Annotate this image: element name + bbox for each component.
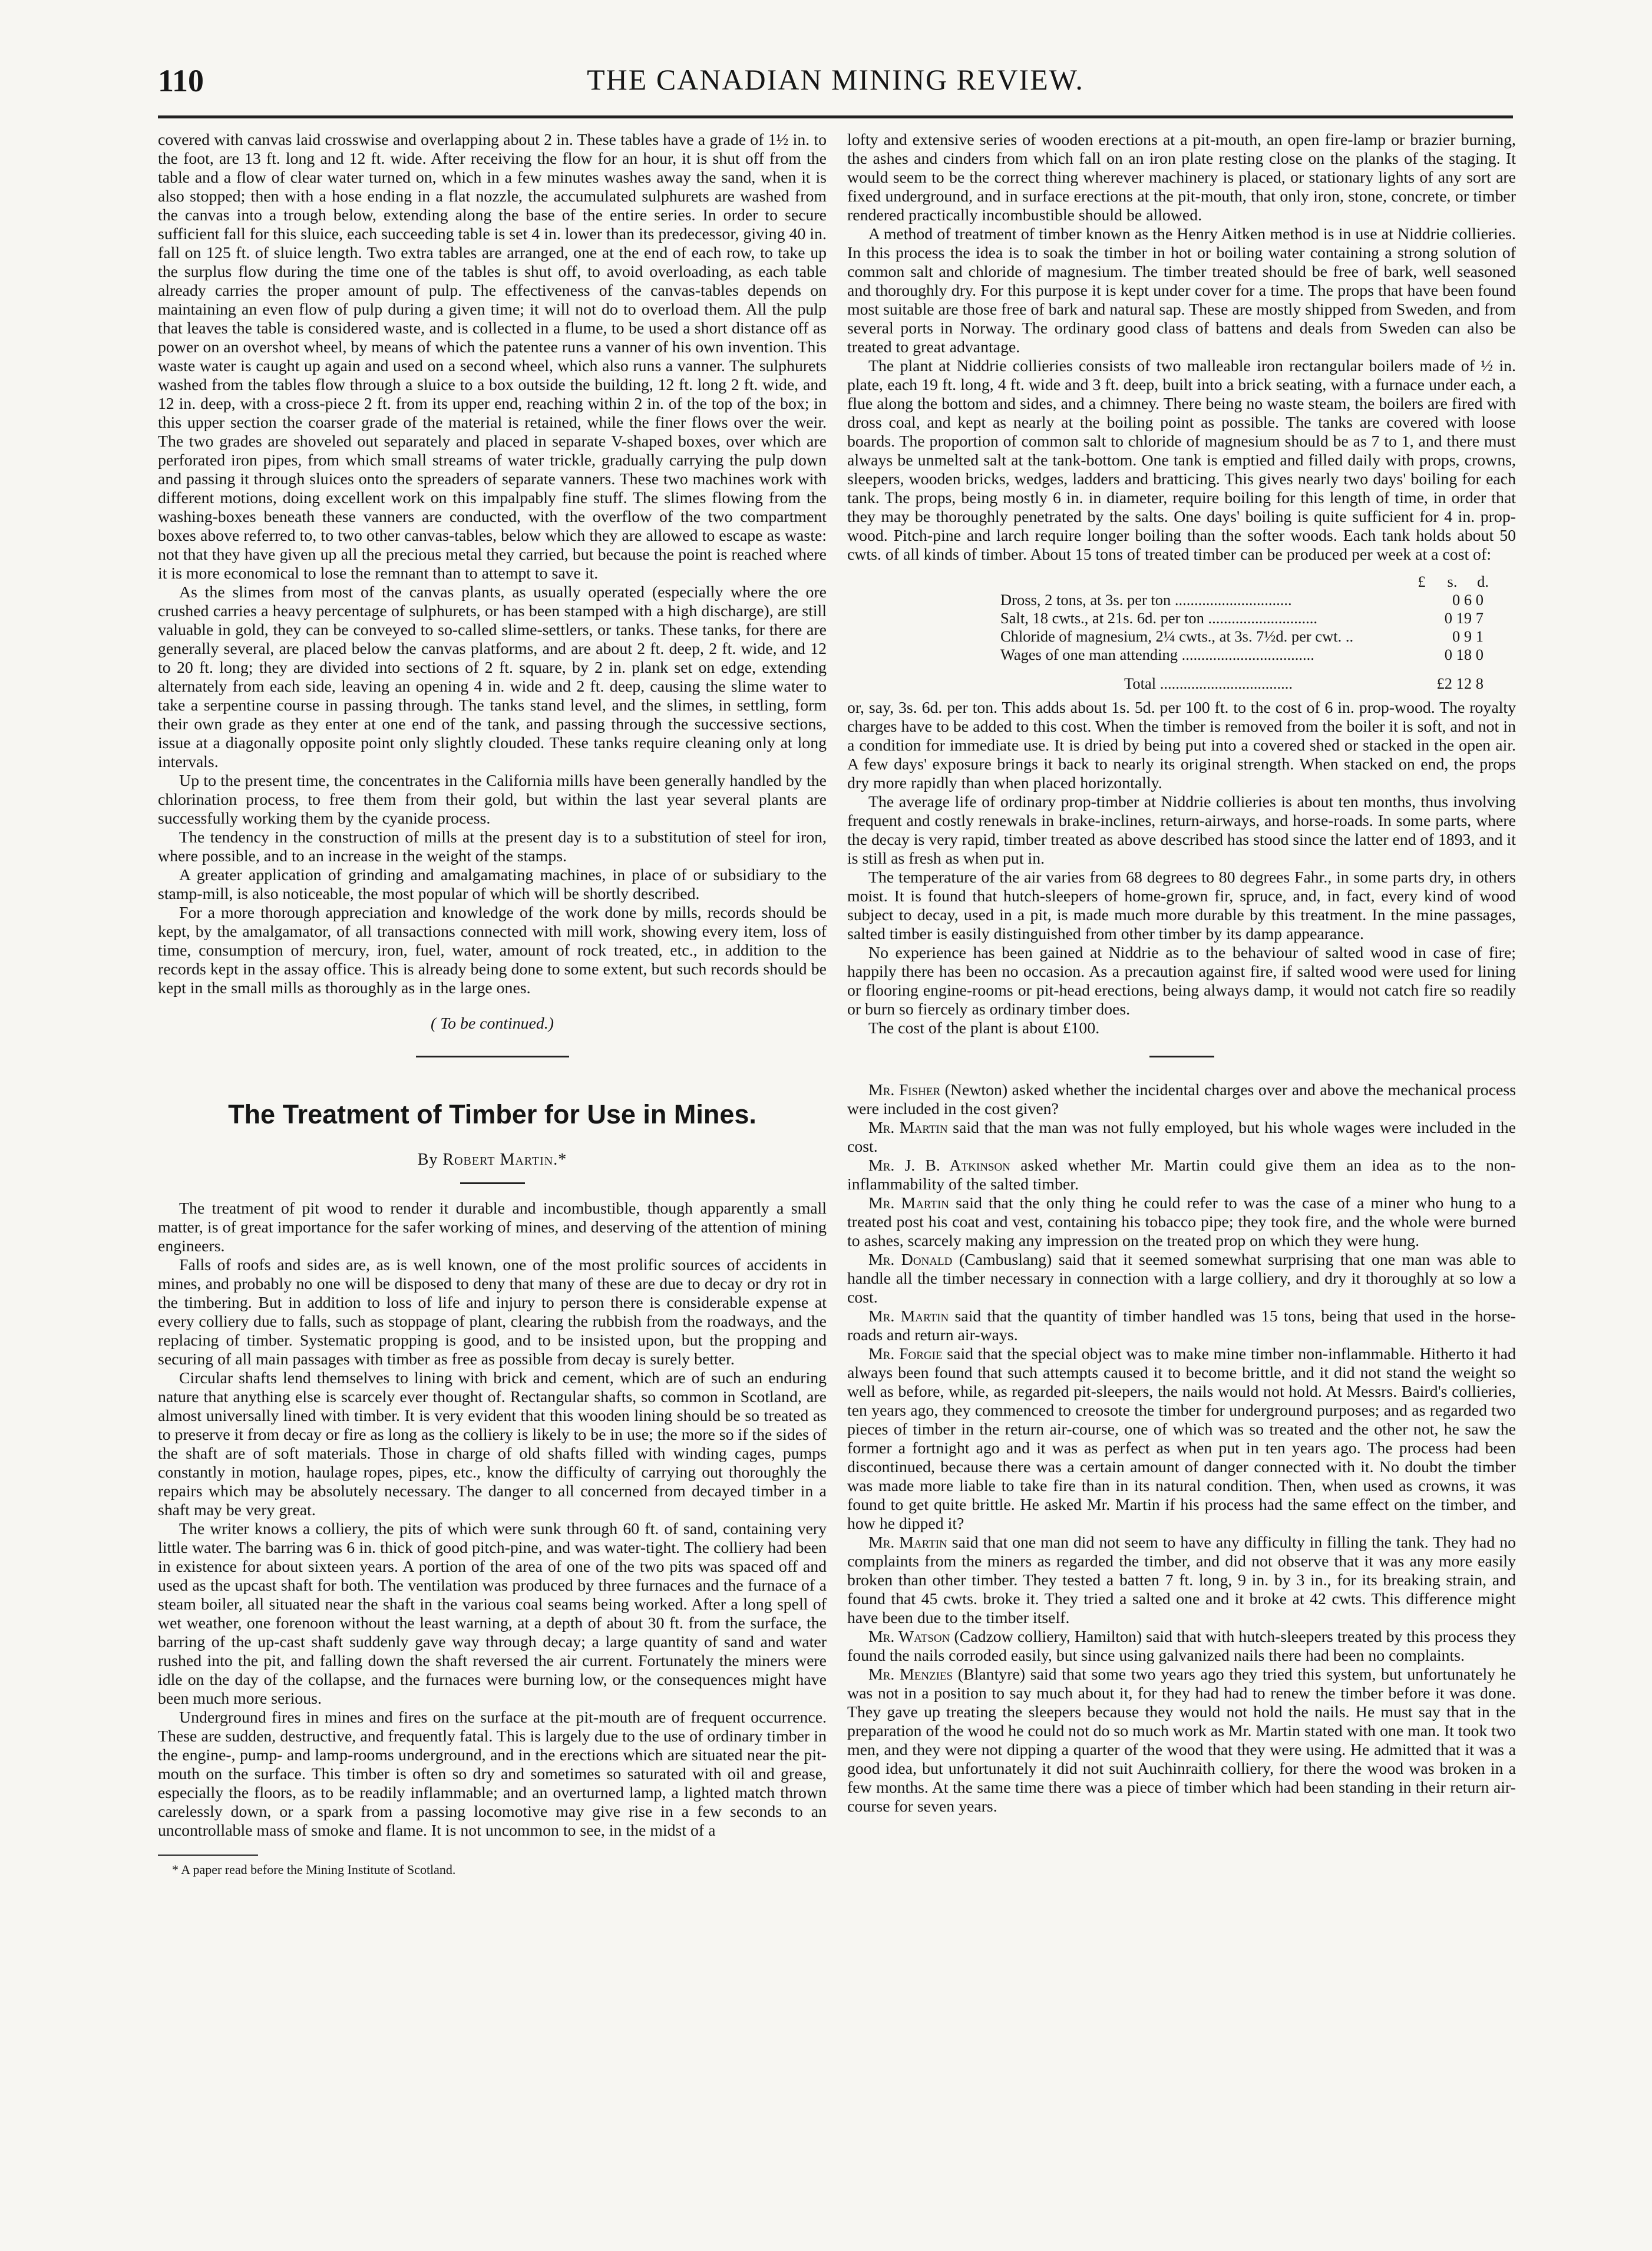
speaker-text: said that the only thing he could refer to was the case of a miner who hung to a treated post his coat and vest, containing his tobacco pipe; they took fire, and the whole were burned to ashes, scarcely making any impression on the treated prop on which they were hung. <box>847 1194 1516 1250</box>
paragraph: The writer knows a colliery, the pits of which were sunk through 60 ft. of sand, containing very little water. The barring was 6 in. thick of good pitch-pine, and was water-tight. The colliery had been in existence for about sixteen years. A portion of the area of one of the two pits was spaced off and used as the upcast shaft for both. The ventilation was produced by three furnaces and the furnace of a steam boiler, all situated near the shaft in the various coal seams being worked. After a long spell of wet weather, one forenoon without the least warning, at a depth of about 30 ft. from the surface, the barring of the up-cast shaft suddenly gave way through decay; a large quantity of sand and water rushed into the pit, and falling down the shaft reversed the air current. Fortunately the miners were idle on the day of the collapse, and the furnaces were burning low, or the consequences might have been much more serious. <box>158 1520 827 1708</box>
speaker-text: said that one man did not seem to have any difficulty in filling the tank. They had no complaints from the miners as regarded the timber, and did not observe that it was any more easily broken than other timber. They tested a batten 7 ft. long, 9 in. by 3 in., for its breaking strain, and found that 45 cwts. broke it. They tried a salted one and it broke at 42 cwts. This difference might have been due to the timber itself. <box>847 1533 1516 1627</box>
speaker-name: Mr. Watson <box>868 1628 950 1646</box>
cost-item: Chloride of magnesium, 2¼ cwts., at 3s. 7½d. per cwt. .. <box>1000 627 1354 645</box>
cost-row <box>1000 627 1516 646</box>
cost-value: 0 18 0 <box>1444 646 1484 663</box>
speaker-name: Mr. Martin <box>868 1194 950 1212</box>
cost-item: Salt, 18 cwts., at 21s. 6d. per ton ............................ <box>1000 609 1318 627</box>
discussion-paragraph <box>847 1345 1516 1533</box>
col-pounds: £ <box>1418 573 1426 590</box>
discussion-paragraph <box>847 1665 1516 1816</box>
cost-value: 0 9 1 <box>1452 627 1484 645</box>
speaker-name: Mr. Donald <box>868 1251 953 1269</box>
cost-item: Wages of one man attending .................................. <box>1000 646 1314 663</box>
byline <box>158 1151 827 1169</box>
discussion-paragraph <box>847 1307 1516 1345</box>
paragraph: A greater application of grinding and amalgamating machines, in place of or subsidiary to the stamp-mill, is also noticeable, the most popular of which will be shortly described. <box>158 866 827 903</box>
cost-row <box>1000 646 1516 664</box>
paragraph: Underground fires in mines and fires on the surface at the pit-mouth are of frequent occurrence. These are sudden, destructive, and frequently fatal. This is largely due to the use of ordinary timber in the engine-, pump- and lamp-rooms underground, and in the erections which are situated near the pit-mouth on the surface. This timber is often so dry and sometimes so saturated with oil and grease, especially the floors, as to be readily inflammable; and an overturned lamp, a lighted match thrown carelessly down, or a spark from a passing locomotive may give rise in a few seconds to an uncontrollable mass of smoke and flame. It is not uncommon to see, in the midst of a <box>158 1708 827 1840</box>
discussion-paragraph <box>847 1156 1516 1194</box>
discussion-paragraph <box>847 1081 1516 1119</box>
cost-table-header <box>1000 573 1516 591</box>
paragraph: Up to the present time, the concentrates in the California mills have been generally handled by the chlorination process, to free them from their gold, but within the last year several plants are successfully working them by the cyanide process. <box>158 772 827 828</box>
cost-item: Dross, 2 tons, at 3s. per ton .............................. <box>1000 591 1292 609</box>
speaker-name: Mr. Martin <box>868 1307 949 1326</box>
journal-title: THE CANADIAN MINING REVIEW. <box>587 63 1084 96</box>
footnote: * A paper read before the Mining Institute of Scotland. <box>172 1862 456 1877</box>
paragraph: As the slimes from most of the canvas plants, as usually operated (especially where the ore crushed carries a heavy percentage of sulphurets, or has been stamped with a high discharge), are still valuable in gold, they can be conveyed to so-called slime-settlers, or tanks. These tanks, for there are generally several, are placed below the canvas platforms, and are about 2 ft. deep, 2 ft. wide, and 12 to 20 ft. long; they are divided into sections of 2 ft. square, by 2 in. plank set on edge, extending alternately from each side, leaving an opening 4 in. wide and 2 ft. deep, causing the slime water to take a serpentine course in passing through. The tanks stand level, and the slimes, in settling, form their own grade as they enter at one end of the tank, and passing through the successive sections, issue at a diagonally opposite point only slightly clouded. These tanks require cleaning only at long intervals. <box>158 583 827 771</box>
paragraph: covered with canvas laid crosswise and overlapping about 2 in. These tables have a grade of 1½ in. to the foot, are 13 ft. long and 12 ft. wide. After receiving the flow for an hour, it is shut off from the table and a flow of clear water turned on, which in a few minutes washes away the sand, when it is also stopped; then with a hose ending in a flat nozzle, the accumulated sulphurets are washed from the canvas into a trough below, extending along the base of the entire series. In order to secure sufficient fall for this sluice, each succeeding table is set 4 in. lower than its predecessor, giving 40 in. fall on 125 ft. of sluice length. Two extra tables are arranged, one at the end of each row, to take up the surplus flow during the time one of the tables is shut off, to avoid overloading, as each table already carries the proper amount of pulp. The effectiveness of the canvas-tables depends on maintaining an even flow of pulp during a given time; it will not do to overload them. All the pulp that leaves the table is considered waste, and is collected in a flume, to be used a short distance off as power on an overshot wheel, by means of which the patentee runs a vanner of his own invention. This waste water is caught up again and used on a second wheel, which also runs a vanner. The sulphurets washed from the tables flow through a sluice to a box outside the building, 12 ft. long 2 ft. wide, and 12 in. deep, with a cross-piece 2 ft. from its upper end, reaching within 2 in. of the top of the box; in this upper section the coarser grade of the material is retained, while the finer flows over the weir. The two grades are shoveled out separately and placed in separate V-shaped boxes, over which are perforated iron pipes, from which small streams of water trickle, gradually carrying the pulp down and passing it through sluices onto the spreaders of separate vanners. These two machines work with different motions, doing excellent work on this impalpably fine stuff. The slimes flowing from the washing-boxes beneath these vanners are conducted, with the overflow of the two compartment boxes above referred to, to two other canvas-tables, below which they are allowed to escape as waste: not that they have given up all the precious metal they carried, but because the point is reached where it is more economical to lose the remnant than to attempt to save it. <box>158 131 827 583</box>
speaker-text: said that the quantity of timber handled was 15 tons, being that used in the horse-roads and return air-ways. <box>847 1307 1516 1344</box>
paragraph: The temperature of the air varies from 68 degrees to 80 degrees Fahr., in some parts dry, in others moist. It is found that hutch-sleepers of home-grown fir, spruce, and, in fact, every kind of wood subject to decay, used in a pit, is made much more durable by this treatment. In the mine passages, salted timber is easily distinguished from other timber by its damp appearance. <box>847 868 1516 943</box>
col-shillings: s. <box>1447 573 1458 590</box>
speaker-name: Mr. Forgie <box>868 1345 943 1363</box>
page-header <box>158 59 1513 106</box>
cost-row <box>1000 591 1516 609</box>
speaker-name: Mr. Fisher <box>868 1081 941 1099</box>
section-divider <box>416 1056 569 1057</box>
paragraph: Falls of roofs and sides are, as is well known, one of the most prolific sources of accidents in mines, and probably no one will be disposed to deny that many of these are due to decay or dry rot in the timbering. But in addition to loss of life and injury to person there is considerable expense at every colliery due to falls, such as stoppage of plant, clearing the rubbish from the roadways, and the replacing of timber. Systematic propping is good, and to be insisted upon, but the propping and securing of all main passages with timber as free as possible from decay is surely better. <box>158 1256 827 1369</box>
speaker-name: Mr. J. B. Atkinson <box>868 1156 1010 1175</box>
section-divider <box>1149 1056 1214 1057</box>
cost-value: 0 19 7 <box>1444 609 1484 627</box>
cost-table <box>1000 573 1516 693</box>
discussion-paragraph <box>847 1251 1516 1307</box>
discussion-paragraph <box>847 1194 1516 1251</box>
paragraph: The tendency in the construction of mills at the present day is to a substitution of steel for iron, where possible, and to an increase in the weight of the stamps. <box>158 828 827 865</box>
cost-total-label: Total .................................. <box>1124 675 1293 692</box>
cost-total-value: £2 12 8 <box>1436 675 1484 692</box>
discussion-paragraph <box>847 1119 1516 1156</box>
speaker-name: Mr. Menzies <box>868 1665 953 1684</box>
right-column <box>847 131 1516 1816</box>
article-title: The Treatment of Timber for Use in Mines. <box>228 1099 756 1129</box>
paragraph: The cost of the plant is about £100. <box>868 1019 1100 1037</box>
discussion-paragraph <box>847 1533 1516 1628</box>
speaker-text: said that the man was not fully employed, but his whole wages were included in the cost. <box>847 1119 1516 1156</box>
left-column <box>158 131 827 1878</box>
cost-row <box>1000 609 1516 627</box>
byline-divider <box>460 1182 525 1184</box>
col-pence: d. <box>1477 573 1489 590</box>
paragraph: The average life of ordinary prop-timber at Niddrie collieries is about ten months, thus involving frequent and costly renewals in brake-inclines, return-airways, and horse-roads. In some parts, where the decay is very rapid, timber treated as above described has stood since the latter end of 1893, and it is still as fresh as when put in. <box>847 793 1516 868</box>
speaker-text: (Newton) asked whether the incidental charges over and above the mechanical process were included in the cost given? <box>847 1081 1516 1118</box>
speaker-name: Mr. Martin <box>868 1119 948 1137</box>
paragraph: A method of treatment of timber known as the Henry Aitken method is in use at Niddrie collieries. In this process the idea is to soak the timber in hot or boiling water containing a strong solution of common salt and chloride of magnesium. The timber treated should be free of bark, well seasoned and thoroughly dry. For this purpose it is kept under cover for a time. The props that have been found most suitable are those free of bark and natural sap. These are mostly shipped from Sweden, and from several ports in Norway. The ordinary good class of battens and deals from Sweden can also be treated to great advantage. <box>847 225 1516 356</box>
speaker-name: Mr. Martin <box>868 1533 947 1552</box>
cost-total-row <box>1000 675 1516 693</box>
header-rule <box>158 115 1513 118</box>
paragraph: The plant at Niddrie collieries consists of two malleable iron rectangular boilers made of ½ in. plate, each 19 ft. long, 4 ft. wide and 3 ft. deep, built into a brick seating, with a furnace under each, a flue along the bottom and sides, and a chimney. There being no waste steam, the boilers are fired with dross coal, and kept as nearly at the boiling point as possible. The tanks are covered with loose boards. The proportion of common salt to chloride of magnesium should be as 7 to 1, and there must always be unmelted salt at the tank-bottom. One tank is emptied and filled daily with props, crowns, sleepers, wooden bricks, wedges, ladders and bratticing. This gives nearly two days' boiling for each tank. The props, being mostly 6 in. in diameter, require boiling for this length of time, in order that they may be thoroughly penetrated by the salts. One days' boiling is quite sufficient for 4 in. prop-wood. Pitch-pine and larch require longer boiling than the softer woods. Each tank holds about 50 cwts. of all kinds of timber. About 15 tons of treated timber can be produced per week at a cost of: <box>847 357 1516 564</box>
discussion-paragraph <box>847 1628 1516 1665</box>
author-name: Robert Martin.* <box>442 1151 567 1169</box>
speaker-text: said that the special object was to make mine timber non-inflammable. Hitherto it had always been found that such attempts caused it to become brittle, and it did not stand the weight so well as before, while, as regarded pit-sleepers, the nails would not hold. At Messrs. Baird's collieries, ten years ago, they commenced to creosote the timber for underground purposes; and as regarded two pieces of timber in the return air-course, one of which was so treated and the other not, he saw the former a fortnight ago and it was as perfect as when put in ten years ago. The process had been discontinued, because there was a certain amount of danger connected with it. No doubt the timber was made more liable to take fire than in its natural condition. Then, when used as crowns, it was found to get quite brittle. He asked Mr. Martin if his process had the same effect on the timber, and how he dipped it? <box>847 1345 1516 1533</box>
paragraph: The treatment of pit wood to render it durable and incombustible, though apparently a small matter, is of great importance for the safer working of mines, and deserving of the attention of mining engineers. <box>158 1199 827 1255</box>
speaker-text: (Cambuslang) said that it seemed somewhat surprising that one man was able to handle all the timber necessary in connection with a large colliery, and dry it thoroughly at so low a cost. <box>847 1251 1516 1307</box>
speaker-text: (Cadzow colliery, Hamilton) said that with hutch-sleepers treated by this process they found the nails corroded easily, but since using galvanized nails there had been no complaints. <box>847 1628 1516 1665</box>
cost-value: 0 6 0 <box>1452 591 1484 609</box>
continued-note: ( To be continued.) <box>431 1014 554 1033</box>
footnote-rule <box>158 1855 258 1856</box>
page-number: 110 <box>158 63 204 98</box>
paragraph: Circular shafts lend themselves to lining with brick and cement, which are of such an enduring nature that anything else is scarcely ever thought of. Rectangular shafts, so common in Scotland, are almost universally lined with timber. It is very evident that this wooden lining should be so treated as to preserve it from decay or fire as long as the colliery is likely to be in use; the more so if the sides of the shaft are of soft materials. Those in charge of old shafts filled with winding cages, pumps constantly in motion, haulage ropes, pipes, etc., know the difficulty of carrying out thoroughly the repairs which may be absolutely necessary. The danger to all concerned from decayed timber in a shaft may be very great. <box>158 1369 827 1519</box>
paragraph: lofty and extensive series of wooden erections at a pit-mouth, an open fire-lamp or brazier burning, the ashes and cinders from which fall on an iron plate resting close on the planks of the staging. It would seem to be the correct thing wherever machinery is placed, or stationary lights of any sort are fixed underground, and in surface erections at the pit-mouth, that only iron, stone, concrete, or timber rendered practically incombustible should be allowed. <box>847 131 1516 224</box>
byline-prefix: By <box>417 1151 438 1169</box>
speaker-text: (Blantyre) said that some two years ago they tried this system, but unfortunately he was not in a position to say much about it, for they had had to renew the timber before it was done. They gave up treating the sleepers because they would not hold the nails. He must say that in the preparation of the wood he could not do so much work as Mr. Martin stated with one man. It took two men, and they were not dipping a quarter of the wood that they were using. He admitted that it was a good idea, but unfortunately it did not suit Auchinraith colliery, for there the wood was broken in a few months. At the same time there was a piece of timber which had been standing in their return air-course for seven years. <box>847 1665 1516 1816</box>
speaker-text: asked whether Mr. Martin could give them an idea as to the non-inflammability of the salted timber. <box>847 1156 1516 1194</box>
paragraph: or, say, 3s. 6d. per ton. This adds about 1s. 5d. per 100 ft. to the cost of 6 in. prop-wood. The royalty charges have to be added to this cost. When the timber is removed from the boiler it is soft, and not in a condition for immediate use. It is dried by being put into a covered shed or stacked in the open air. A few days' exposure brings it back to nearly its original strength. When stacked on end, the props dry more rapidly than when placed horizontally. <box>847 699 1516 792</box>
paragraph: No experience has been gained at Niddrie as to the behaviour of salted wood in case of fire; happily there has been no occasion. As a precaution against fire, if salted wood were used for lining or flooring engine-rooms or pit-head erections, being always damp, it would not catch fire so readily or burn so fiercely as ordinary timber does. <box>847 944 1516 1019</box>
paragraph: For a more thorough appreciation and knowledge of the work done by mills, records should be kept, by the amalgamator, of all transactions connected with mill work, showing every item, loss of time, consumption of mercury, iron, fuel, water, amount of rock treated, etc., in addition to the records kept in the assay office. This is already being done to some extent, but such records should be kept in the small mills as thoroughly as in the large ones. <box>158 904 827 997</box>
